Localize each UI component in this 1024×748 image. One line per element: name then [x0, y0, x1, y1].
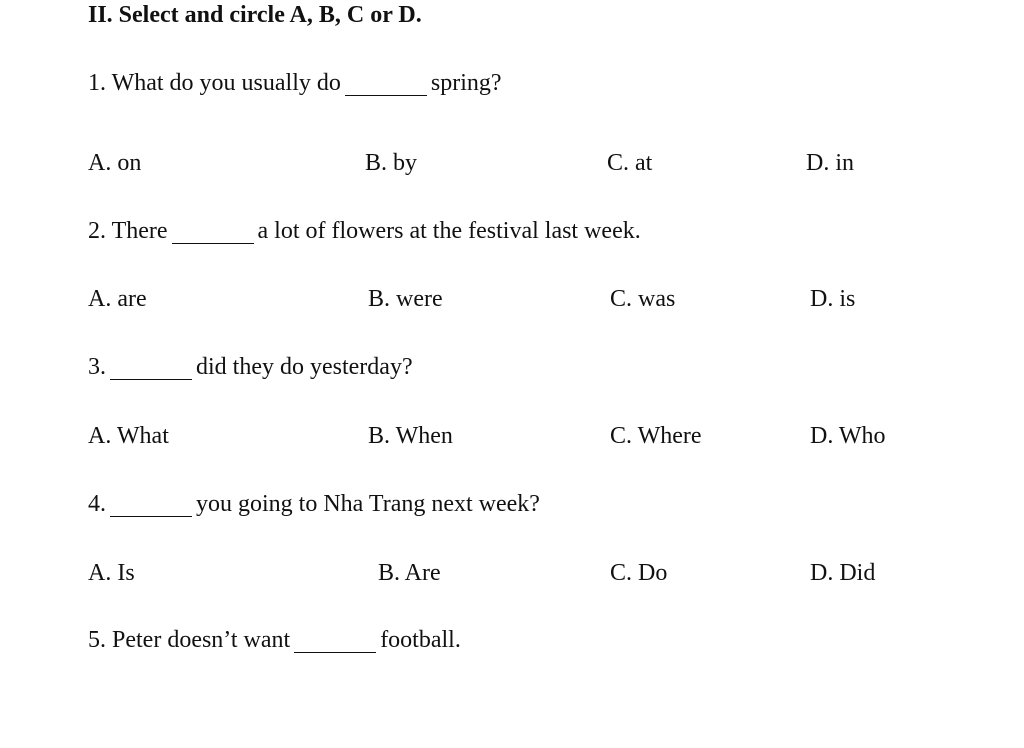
question-3-text-before: 3. — [88, 354, 106, 380]
question-3-option-a[interactable]: A. What — [88, 423, 169, 449]
question-2 — [88, 218, 641, 245]
question-4-option-d[interactable]: D. Did — [810, 560, 876, 586]
question-1-option-a[interactable]: A. on — [88, 150, 142, 176]
question-3-option-b[interactable]: B. When — [368, 423, 453, 449]
answer-blank-1 — [345, 71, 427, 96]
question-1-text-before: 1. What do you usually do — [88, 70, 341, 96]
question-4-option-a[interactable]: A. Is — [88, 560, 135, 586]
question-3 — [88, 354, 413, 381]
question-2-text-after: a lot of flowers at the festival last week. — [257, 218, 641, 244]
question-2-option-a[interactable]: A. are — [88, 286, 147, 312]
question-5 — [88, 627, 461, 654]
question-1-text-after: spring? — [430, 70, 502, 96]
question-3-option-c[interactable]: C. Where — [610, 423, 702, 449]
question-1 — [88, 70, 502, 97]
question-2-text-before: 2. There — [88, 218, 168, 244]
question-5-text-after: football. — [380, 627, 461, 653]
question-1-option-c[interactable]: C. at — [607, 150, 653, 176]
question-2-option-c[interactable]: C. was — [610, 286, 676, 312]
question-1-option-d[interactable]: D. in — [806, 150, 854, 176]
answer-blank-2 — [172, 219, 254, 244]
section-heading: II. Select and circle A, B, C or D. — [88, 2, 422, 28]
question-3-text-after: did they do yesterday? — [196, 354, 413, 380]
question-4-text-before: 4. — [88, 491, 106, 517]
question-4-option-c[interactable]: C. Do — [610, 560, 668, 586]
question-3-option-d[interactable]: D. Who — [810, 423, 886, 449]
question-4-text-after: you going to Nha Trang next week? — [196, 491, 540, 517]
answer-blank-3 — [110, 355, 192, 380]
question-5-text-before: 5. Peter doesn’t want — [88, 627, 291, 653]
question-1-option-b[interactable]: B. by — [365, 150, 418, 176]
answer-blank-5 — [294, 628, 376, 653]
question-2-option-b[interactable]: B. were — [368, 286, 443, 312]
answer-blank-4 — [110, 492, 192, 517]
question-4-option-b[interactable]: B. Are — [378, 560, 441, 586]
question-4 — [88, 491, 540, 518]
question-2-option-d[interactable]: D. is — [810, 286, 856, 312]
